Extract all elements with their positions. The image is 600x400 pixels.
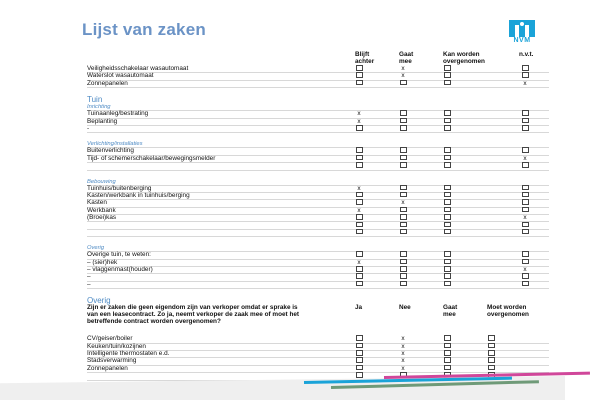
checkbox[interactable]: [399, 260, 407, 266]
checkbox-square-icon: [444, 259, 451, 265]
checkbox[interactable]: [443, 260, 451, 266]
checkbox-square-icon: [444, 155, 451, 161]
checkbox-square-icon: [356, 350, 363, 356]
checkbox[interactable]: [443, 274, 451, 280]
checkbox-square-icon: [444, 357, 451, 363]
check-mark-icon: x: [401, 335, 405, 343]
row-label: –: [87, 273, 91, 281]
checkbox[interactable]: [521, 230, 529, 236]
checkbox[interactable]: [355, 222, 363, 228]
checkbox-square-icon: [488, 357, 495, 363]
table-row: [87, 126, 549, 133]
checkbox-square-icon: [400, 229, 407, 235]
checkbox[interactable]: [521, 193, 529, 199]
checkbox-square-icon: [356, 365, 363, 371]
row-label: Beplanting: [87, 117, 118, 125]
checkbox-checked[interactable]: [355, 119, 363, 125]
checkbox[interactable]: [355, 336, 363, 342]
row-label: Kasten: [87, 199, 107, 207]
checkbox-square-icon: [522, 273, 529, 279]
checkbox[interactable]: [443, 81, 451, 87]
checkbox-square-icon: [522, 125, 529, 131]
checkbox-square-icon: [488, 335, 495, 341]
checkbox-square-icon: [522, 192, 529, 198]
checkbox-square-icon: [356, 229, 363, 235]
check-mark-icon: x: [401, 72, 405, 80]
subsection-bebouwing: Bebouwing: [87, 179, 549, 186]
checkbox-square-icon: [444, 350, 451, 356]
table-row: [87, 208, 549, 215]
checkbox-checked[interactable]: [399, 73, 407, 79]
checkbox[interactable]: [521, 111, 529, 117]
checkbox-square-icon: [444, 192, 451, 198]
checkbox[interactable]: [355, 366, 363, 372]
checkbox-square-icon: [444, 147, 451, 153]
table-row: [87, 111, 549, 118]
checkbox-square-icon: [356, 72, 363, 78]
checkbox[interactable]: [355, 126, 363, 132]
checkbox-checked[interactable]: [521, 267, 529, 273]
checkbox[interactable]: [487, 336, 495, 342]
check-mark-icon: x: [357, 206, 361, 214]
checkbox-square-icon: [400, 155, 407, 161]
table-row: [87, 230, 549, 237]
row-label: Buitenverlichting: [87, 147, 134, 155]
check-mark-icon: x: [401, 342, 405, 350]
checkbox-square-icon: [444, 214, 451, 220]
checkbox[interactable]: [443, 156, 451, 162]
checkbox-square-icon: [522, 72, 529, 78]
checkbox[interactable]: [443, 282, 451, 288]
checkbox-square-icon: [444, 110, 451, 116]
row-label: – vlaggenmast(houder): [87, 266, 153, 274]
checkbox-square-icon: [444, 65, 451, 71]
tuin-groups: [87, 104, 549, 289]
checkbox[interactable]: [443, 267, 451, 273]
checkbox[interactable]: [355, 215, 363, 221]
table-row: [87, 358, 549, 365]
checkbox[interactable]: [443, 252, 451, 258]
col-header-moet-worden-overgenomen: Moet worden overgenomen: [487, 304, 529, 318]
checkbox[interactable]: [399, 208, 407, 214]
table-row: [87, 351, 549, 358]
row-label: Veiligheidsschakelaar wasautomaat: [87, 65, 189, 72]
checkbox-square-icon: [444, 273, 451, 279]
row-label: –: [87, 280, 91, 288]
checkbox[interactable]: [487, 366, 495, 372]
checkbox-square-icon: [356, 343, 363, 349]
checkbox[interactable]: [443, 66, 451, 72]
table-row: [87, 282, 549, 289]
checkbox[interactable]: [399, 230, 407, 236]
row-label: Waterslot wasautomaat: [87, 72, 154, 80]
row-label: Tijd- of schemerschakelaar/bewegingsmelder: [87, 154, 216, 162]
check-mark-icon: x: [523, 266, 527, 274]
row-label: Tuinhuis/buitenberging: [87, 184, 152, 192]
row-label: Stadsverwarming: [87, 357, 137, 365]
table-row: [87, 200, 549, 207]
top-rows: [87, 66, 549, 88]
checkbox-square-icon: [522, 259, 529, 265]
checkbox[interactable]: [355, 274, 363, 280]
table-row: [87, 163, 549, 170]
checkbox-square-icon: [356, 192, 363, 198]
checkbox-square-icon: [444, 118, 451, 124]
table-row: [87, 336, 549, 343]
nvm-logo: [509, 20, 535, 46]
checkbox-square-icon: [400, 118, 407, 124]
checkbox[interactable]: [521, 126, 529, 132]
checkbox[interactable]: [521, 222, 529, 228]
checkbox[interactable]: [443, 351, 451, 357]
checkbox-square-icon: [522, 118, 529, 124]
checkbox-square-icon: [488, 365, 495, 371]
table-row: [87, 222, 549, 229]
section-title-overig: Overig: [87, 296, 111, 306]
table-row: [87, 73, 549, 80]
col-header-blijft-achter: Blijft achter: [355, 51, 375, 65]
checkbox-square-icon: [356, 80, 363, 86]
table-row: [87, 81, 549, 88]
table-row: [87, 193, 549, 200]
checkbox-square-icon: [400, 222, 407, 228]
nvm-house-icon: [509, 20, 535, 37]
checkbox-square-icon: [522, 222, 529, 228]
checkbox[interactable]: [355, 66, 363, 72]
checkbox[interactable]: [399, 119, 407, 125]
checkbox[interactable]: [443, 215, 451, 221]
checkbox-square-icon: [356, 214, 363, 220]
checkbox-checked[interactable]: [521, 156, 529, 162]
checkbox-checked[interactable]: [521, 215, 529, 221]
row-label: – (sier)hek: [87, 258, 118, 266]
checkbox-square-icon: [522, 65, 529, 71]
checkbox-square-icon: [400, 192, 407, 198]
checkbox-square-icon: [356, 335, 363, 341]
table-row: [87, 252, 549, 259]
row-label: Overige tuin, te weten:: [87, 251, 151, 259]
checkbox-square-icon: [444, 162, 451, 168]
checkbox[interactable]: [443, 163, 451, 169]
checkbox[interactable]: [443, 208, 451, 214]
check-mark-icon: x: [401, 65, 405, 72]
checkbox[interactable]: [443, 366, 451, 372]
checkbox-checked[interactable]: [521, 81, 529, 87]
check-mark-icon: x: [357, 184, 361, 192]
checkbox-square-icon: [356, 251, 363, 257]
checkbox-square-icon: [356, 155, 363, 161]
checkbox[interactable]: [443, 186, 451, 192]
checkbox-square-icon: [444, 222, 451, 228]
checkbox[interactable]: [521, 252, 529, 258]
checkbox[interactable]: [399, 186, 407, 192]
checkbox-checked[interactable]: [355, 186, 363, 192]
checkbox-square-icon: [400, 214, 407, 220]
checkbox-square-icon: [522, 281, 529, 287]
checkbox-square-icon: [356, 273, 363, 279]
checkbox-square-icon: [400, 207, 407, 213]
checkbox-checked[interactable]: [399, 200, 407, 206]
checkbox[interactable]: [399, 282, 407, 288]
checkbox[interactable]: [521, 163, 529, 169]
checkbox[interactable]: [355, 148, 363, 154]
subsection-verlichting-installaties: Verlichting/installaties: [87, 141, 549, 148]
checkbox-square-icon: [400, 185, 407, 191]
checkbox-square-icon: [400, 251, 407, 257]
checkbox[interactable]: [355, 230, 363, 236]
table-row: [87, 156, 549, 163]
checkbox[interactable]: [443, 358, 451, 364]
checkbox[interactable]: [355, 193, 363, 199]
checkbox-square-icon: [400, 110, 407, 116]
checkbox-square-icon: [444, 343, 451, 349]
checkbox[interactable]: [399, 222, 407, 228]
checkbox[interactable]: [399, 126, 407, 132]
check-mark-icon: x: [523, 154, 527, 162]
table-row: [87, 215, 549, 222]
checkbox[interactable]: [399, 274, 407, 280]
checkbox[interactable]: [521, 119, 529, 125]
checkbox-square-icon: [400, 162, 407, 168]
checkbox[interactable]: [355, 156, 363, 162]
checkbox-square-icon: [444, 199, 451, 205]
checkbox-square-icon: [356, 372, 363, 378]
checkbox-square-icon: [444, 365, 451, 371]
row-label: (Broei)kas: [87, 214, 117, 222]
checkbox-square-icon: [522, 229, 529, 235]
checkbox-square-icon: [400, 266, 407, 272]
checkbox-square-icon: [400, 259, 407, 265]
checkbox[interactable]: [521, 200, 529, 206]
checkbox-square-icon: [400, 80, 407, 86]
checkbox-square-icon: [356, 281, 363, 287]
checkbox[interactable]: [399, 148, 407, 154]
checkbox[interactable]: [443, 126, 451, 132]
checkbox-square-icon: [444, 80, 451, 86]
checkbox-square-icon: [444, 185, 451, 191]
checkbox-square-icon: [356, 162, 363, 168]
checkbox[interactable]: [355, 81, 363, 87]
checkbox[interactable]: [355, 73, 363, 79]
checkbox-square-icon: [522, 185, 529, 191]
checkbox[interactable]: [355, 351, 363, 357]
checkbox-square-icon: [356, 125, 363, 131]
checkbox-square-icon: [444, 125, 451, 131]
row-label: Keuken/tuin/kozijnen: [87, 342, 146, 350]
checkbox-checked[interactable]: [355, 208, 363, 214]
checkbox[interactable]: [487, 344, 495, 350]
checkbox-square-icon: [522, 199, 529, 205]
row-label: Tuinaanleg/bestrating: [87, 110, 149, 118]
checkbox[interactable]: [443, 119, 451, 125]
row-label: Werkbank: [87, 206, 116, 214]
logo-text: NVM: [513, 37, 531, 44]
check-mark-icon: x: [523, 79, 527, 87]
checkbox-square-icon: [400, 147, 407, 153]
checkbox[interactable]: [399, 252, 407, 258]
check-mark-icon: x: [401, 349, 405, 357]
checkbox-square-icon: [522, 251, 529, 257]
checkbox-square-icon: [522, 110, 529, 116]
checkbox[interactable]: [443, 111, 451, 117]
row-label: Intelligente thermostaten e.d.: [87, 349, 170, 357]
check-mark-icon: x: [357, 117, 361, 125]
table-row: [87, 274, 549, 281]
checkbox[interactable]: [399, 163, 407, 169]
check-mark-icon: x: [401, 199, 405, 207]
checkbox-square-icon: [400, 125, 407, 131]
checkbox-square-icon: [356, 222, 363, 228]
table-row: [87, 66, 549, 73]
row-label: Zonnepanelen: [87, 364, 128, 372]
checkbox[interactable]: [355, 344, 363, 350]
checkbox[interactable]: [487, 351, 495, 357]
table-row: [87, 260, 549, 267]
col-header-nvt: n.v.t.: [519, 51, 534, 58]
checkbox-square-icon: [444, 251, 451, 257]
checkbox-square-icon: [400, 273, 407, 279]
row-label: CV/geiser/boiler: [87, 335, 133, 343]
checkbox-square-icon: [356, 65, 363, 71]
col-header-ja: Ja: [355, 304, 363, 312]
checkbox-square-icon: [444, 266, 451, 272]
checkbox[interactable]: [355, 282, 363, 288]
checkbox[interactable]: [521, 274, 529, 280]
column-headers: [87, 52, 549, 66]
checkbox-square-icon: [444, 207, 451, 213]
check-mark-icon: x: [523, 214, 527, 222]
checkbox-square-icon: [356, 147, 363, 153]
lease-question: Zijn er zaken die geen eigendom zijn van verkoper omdat er sprake is van een leasecontract. Zo ja, neemt verkoper de zaak mee of moet het betreffende contract worden overgenomen?: [87, 304, 300, 325]
checkbox[interactable]: [521, 186, 529, 192]
subsection-inrichting: Inrichting: [87, 104, 549, 111]
checkbox-square-icon: [522, 147, 529, 153]
check-mark-icon: x: [401, 357, 405, 365]
checkbox[interactable]: [399, 81, 407, 87]
page-title: Lijst van zaken: [82, 20, 206, 39]
checkbox-square-icon: [522, 207, 529, 213]
checkbox-square-icon: [488, 350, 495, 356]
checkbox-checked[interactable]: [399, 366, 407, 372]
checkbox[interactable]: [443, 193, 451, 199]
checkbox-square-icon: [444, 281, 451, 287]
checkbox-square-icon: [356, 199, 363, 205]
checkbox[interactable]: [443, 336, 451, 342]
checkbox[interactable]: [399, 215, 407, 221]
checkbox[interactable]: [521, 282, 529, 288]
table-row: [87, 119, 549, 126]
checkbox-square-icon: [444, 72, 451, 78]
col-header-gaat-mee-2: Gaat mee: [443, 304, 458, 318]
subsection-overig: Overig: [87, 245, 549, 252]
checkbox-square-icon: [488, 343, 495, 349]
row-label: Kasten/werkbank in tuinhuis/berging: [87, 191, 190, 199]
checkbox[interactable]: [443, 222, 451, 228]
checkbox[interactable]: [521, 66, 529, 72]
checkbox[interactable]: [443, 200, 451, 206]
checkbox[interactable]: [443, 230, 451, 236]
checkbox[interactable]: [443, 344, 451, 350]
checkbox[interactable]: [355, 267, 363, 273]
checkbox[interactable]: [355, 163, 363, 169]
col-header-gaat-mee: Gaat mee: [399, 51, 414, 65]
lease-question-block: [87, 305, 549, 336]
checkbox-square-icon: [444, 229, 451, 235]
checkbox[interactable]: [443, 148, 451, 154]
checkbox[interactable]: [399, 267, 407, 273]
table-row: [87, 366, 549, 373]
check-mark-icon: x: [357, 110, 361, 118]
checkbox-checked[interactable]: [355, 260, 363, 266]
checkbox-square-icon: [400, 281, 407, 287]
col-header-kan-worden-overgenomen: Kan worden overgenomen: [443, 51, 485, 65]
row-label: Zonnepanelen: [87, 79, 128, 87]
checkbox[interactable]: [399, 111, 407, 117]
checkbox[interactable]: [487, 358, 495, 364]
check-mark-icon: x: [357, 258, 361, 266]
checkbox[interactable]: [355, 358, 363, 364]
check-mark-icon: x: [401, 364, 405, 372]
col-header-nee: Nee: [399, 304, 411, 312]
checkbox[interactable]: [399, 156, 407, 162]
checkbox-square-icon: [444, 335, 451, 341]
table-row: [87, 267, 549, 274]
row-label: -: [87, 124, 90, 132]
checkbox-square-icon: [356, 266, 363, 272]
checklist-document: [87, 52, 549, 381]
checkbox-square-icon: [356, 357, 363, 363]
checkbox[interactable]: [443, 73, 451, 79]
checkbox-square-icon: [522, 162, 529, 168]
section-title-tuin: Tuin: [87, 95, 103, 105]
